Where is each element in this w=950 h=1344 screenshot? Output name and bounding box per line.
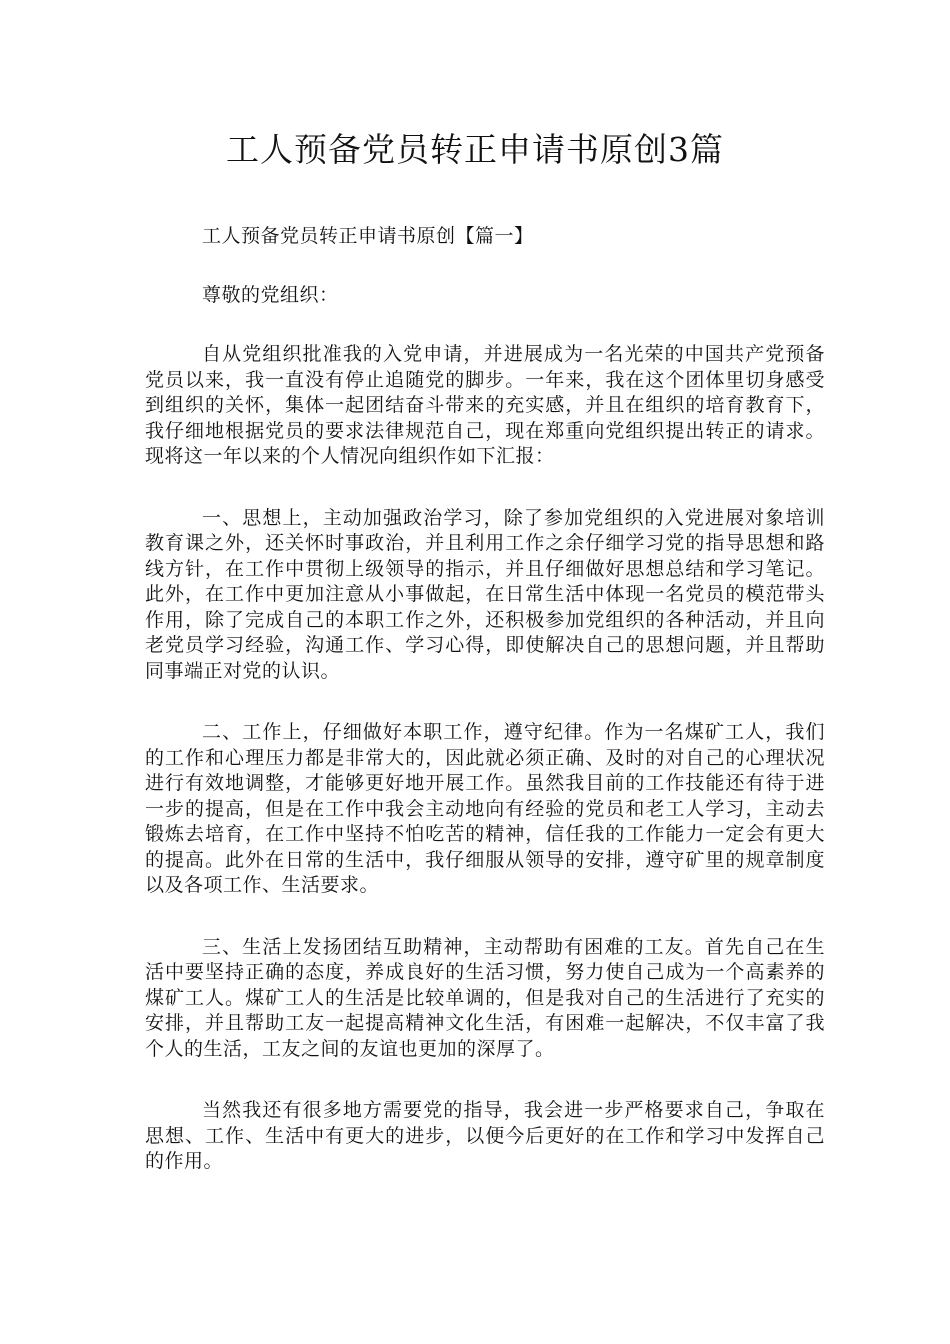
paragraph-intro: 自从党组织批准我的入党申请，并进展成为一名光荣的中国共产党预备党员以来，我一直没有停止追随党的脚步。一年来，我在这个团体里切身感受到组织的关怀，集体一起团结奋斗带来的充实感，并且在组织的培育教育下，我仔细地根据党员的要求法律规范自己，现在郑重向党组织提出转正的请求。现将这一年以来的个人情况向组织作如下汇报： <box>145 343 825 467</box>
document-body <box>145 224 825 1211</box>
salutation: 尊敬的党组织： <box>202 283 339 306</box>
paragraph-closing: 当然我还有很多地方需要党的指导，我会进一步严格要求自己，争取在思想、工作、生活中有更大的进步，以便今后更好的在工作和学习中发挥自己的作用。 <box>145 1099 825 1172</box>
paragraph-life: 三、生活上发扬团结互助精神，主动帮助有困难的工友。首先自己在生活中要坚持正确的态度，养成良好的生活习惯，努力使自己成为一个高素养的煤矿工人。煤矿工人的生活是比较单调的，但是我对自己的生活进行了充实的安排，并且帮助工友一起提高精神文化生活，有困难一起解决，不仅丰富了我个人的生活，工友之间的友谊也更加的深厚了。 <box>145 935 825 1060</box>
paragraph-thought: 一、思想上，主动加强政治学习，除了参加党组织的入党进展对象培训教育课之外，还关怀时事政治，并且利用工作之余仔细学习党的指导思想和路线方针，在工作中贯彻上级领导的指示，并且仔细做好思想总结和学习笔记。此外，在工作中更加注意从小事做起，在日常生活中体现一名党员的模范带头作用，除了完成自己的本职工作之外，还积极参加党组织的各种活动，并且向老党员学习经验，沟通工作、学习心得，即使解决自己的思想问题，并且帮助同事端正对党的认识。 <box>145 506 825 682</box>
paragraph-work: 二、工作上，仔细做好本职工作，遵守纪律。作为一名煤矿工人，我们的工作和心理压力都是非常大的，因此就必须正确、及时的对自己的心理状况进行有效地调整，才能够更好地开展工作。虽然我目前的工作技能还有待于进一步的提高，但是在工作中我会主动地向有经验的党员和老工人学习，主动去锻炼去培育，在工作中坚持不怕吃苦的精神，信任我的工作能力一定会有更大的提高。此外在日常的生活中，我仔细服从领导的安排，遵守矿里的规章制度以及各项工作、生活要求。 <box>145 721 825 896</box>
document-title: 工人预备党员转正申请书原创3篇 <box>226 130 724 169</box>
section-heading: 工人预备党员转正申请书原创【篇一】 <box>202 225 534 247</box>
